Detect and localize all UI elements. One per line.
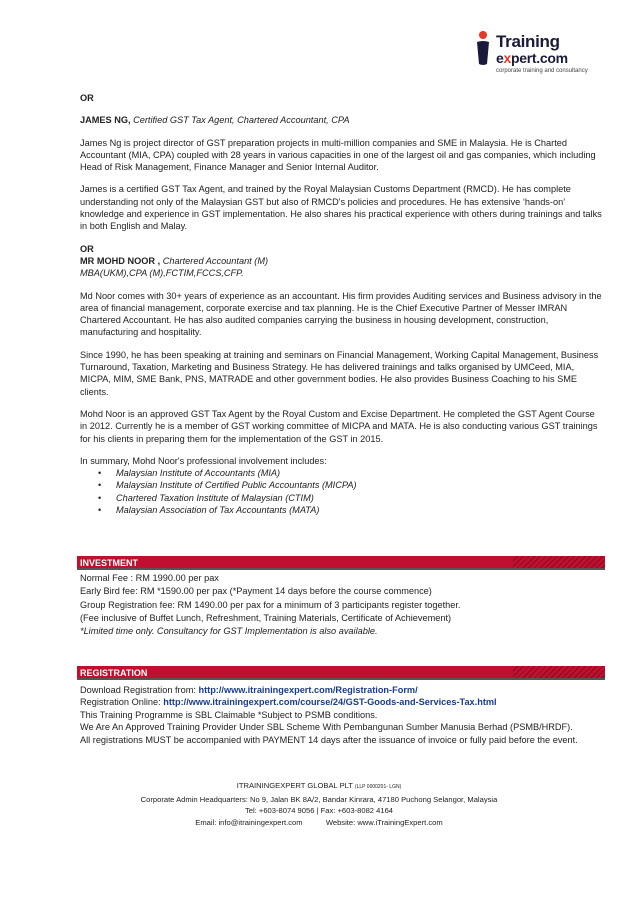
trainer-bio: Mohd Noor is an approved GST Tax Agent by the Royal Custom and Excise Department. He completed the GST Agent Course in 2012. Currently he is a member of GST working committee of MICPA and MATA. He is also conducting various GST trainings for his clients in preparing them for the implementation of the GST in 2015. xyxy=(80,408,598,444)
bar-hatch xyxy=(513,556,605,568)
logo-line2-x: x xyxy=(503,50,511,66)
company-name: ITRAININGEXPERT GLOBAL PLT xyxy=(236,781,355,790)
logo-line2-suffix: pert.com xyxy=(511,50,568,66)
footer-company xyxy=(0,780,638,794)
list-item: • Malaysian Institute of Accountants (MIA) xyxy=(80,467,602,479)
investment-section xyxy=(80,572,602,638)
trainer-bio: James Ng is project director of GST preparation projects in multi-million companies and SME in Malaysia. He is Charted Accountant (MIA, CPA) coupled with 28 years in various capacities in one of the largest oil and gas companies, which including Head of Risk Management, Finance Manager and Senior Internal Auditor. xyxy=(80,137,596,173)
logo-line1: Training xyxy=(496,32,560,51)
company-logo xyxy=(472,22,612,80)
logo-line2-prefix: e xyxy=(496,50,504,66)
online-label: Registration Online: xyxy=(80,697,164,708)
download-label: Download Registration from: xyxy=(80,685,199,695)
normal-fee: Normal Fee : RM 1990.00 per pax xyxy=(80,573,219,583)
list-item: • Malaysian Association of Tax Accountants (MATA) xyxy=(80,504,602,516)
page-footer xyxy=(0,780,638,828)
trainer-bio: James is a certified GST Tax Agent, and trained by the Royal Malaysian Customs Department (RMCD). He has complete understanding not only of the Malaysian GST but also of RMCD's policies and procedures. He has extensive ‘hands-on’ knowledge and experience in GST implementation. He also shares his practical experience with others during trainings and talks in both English and Malay. xyxy=(80,184,602,232)
involvement-list xyxy=(80,467,602,516)
trainer-credentials: Chartered Accountant (M) xyxy=(160,255,269,266)
registration-section xyxy=(80,684,602,746)
fee-inclusive: (Fee inclusive of Buffet Lunch, Refreshment, Training Materials, Certificate of Achievement) xyxy=(80,612,452,623)
list-item: • Chartered Taxation Institute of Malaysian (CTIM) xyxy=(80,492,602,504)
trainer-name: MR MOHD NOOR , xyxy=(80,255,161,266)
download-link[interactable]: http://www.itrainingexpert.com/Registration-Form/ xyxy=(198,685,418,695)
footer-contact xyxy=(0,817,638,829)
trainer-section xyxy=(80,92,602,526)
early-bird-fee: Early Bird fee: RM *1590.00 per pax (*Payment 14 days before the course commence) xyxy=(80,586,432,597)
investment-header-bar xyxy=(77,556,605,570)
footer-email[interactable]: Email: info@itrainingexpert.com xyxy=(195,817,303,827)
trainer-bio: Since 1990, he has been speaking at training and seminars on Financial Management, Working Capital Management, Business Turnaround, Taxation, Marketing and Business Strategy. He has delivered trainings and talks organised by UMCeed, MIA, MICPA, MIM, SME Bank, PNS, MATRADE and other government bodies. He also provides Business Coaching to his SME clients. xyxy=(80,349,599,397)
online-link[interactable]: http://www.itrainingexpert.com/course/24/GST-Goods-and-Services-Tax.html xyxy=(163,697,497,708)
logo-i-icon xyxy=(472,30,494,66)
logo-line2 xyxy=(496,50,568,66)
investment-heading: INVESTMENT xyxy=(80,558,139,568)
footer-website[interactable]: Website: www.iTrainingExpert.com xyxy=(325,817,443,827)
involvement-summary: In summary, Mohd Noor's professional involvement includes: xyxy=(80,455,327,466)
or-label: OR xyxy=(80,93,94,103)
or-label: OR xyxy=(80,243,94,254)
sbl-note: This Training Programme is SBL Claimable *Subject to PSMB conditions. xyxy=(80,709,378,720)
trainer-credentials: Certified GST Tax Agent, Chartered Accountant, CPA xyxy=(130,115,350,126)
provider-note: We Are An Approved Training Provider Under SBL Scheme With Pembangunan Sumber Manusia Berhad (PSMB/HRDF). xyxy=(80,722,573,733)
footer-address: Corporate Admin Headquarters: No 9, Jalan BK 8A/2, Bandar Kinrara, 47180 Puchong Selangor, Malaysia xyxy=(140,794,498,804)
list-item: • Malaysian Institute of Certified Public Accountants (MICPA) xyxy=(80,479,602,491)
trainer-heading-noor xyxy=(80,255,602,267)
trainer-qualifications: MBA(UKM),CPA (M),FCTIM,FCCS,CFP. xyxy=(80,268,244,279)
trainer-name: JAMES NG, xyxy=(80,115,131,126)
trainer-bio: Md Noor comes with 30+ years of experience as an accountant. His firm provides Auditing services and Business advisory in the area of financial management, corporate exercise and tax planning. He is the Chief Executive Partner of Messer IMRAN Chartered Accountant. He has also audited companies carrying the business in housing development, construction, manufacturing and hospitality. xyxy=(80,290,602,338)
limited-note: *Limited time only. Consultancy for GST Implementation is also available. xyxy=(80,626,378,637)
registration-heading: REGISTRATION xyxy=(80,668,148,678)
registration-header-bar xyxy=(77,666,605,680)
group-fee: Group Registration fee: RM 1490.00 per pax for a minimum of 3 participants register together. xyxy=(80,599,461,610)
company-reg: (LLP 0000201- LGN) xyxy=(354,784,402,790)
logo-tagline: corporate training and consultancy xyxy=(496,68,588,74)
download-line xyxy=(80,684,602,696)
trainer-heading-james xyxy=(80,114,602,126)
footer-phones: Tel: +603-8074 9056 | Fax: +603-8082 4164 xyxy=(244,806,394,815)
bar-hatch xyxy=(513,666,605,678)
payment-note: All registrations MUST be accompanied with PAYMENT 14 days after the issuance of invoice or fully paid before the event. xyxy=(80,734,578,745)
online-line xyxy=(80,696,602,708)
